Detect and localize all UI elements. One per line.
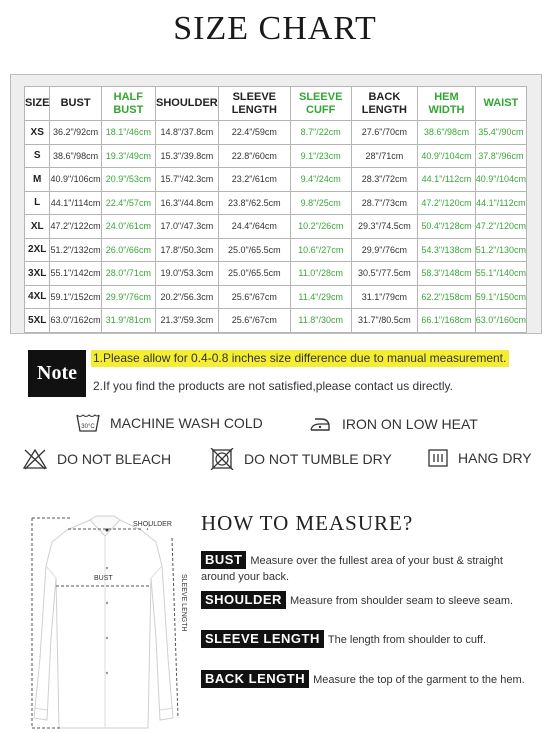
care-no-bleach [23, 448, 171, 470]
table-cell: 28.7"/73cm [351, 191, 418, 215]
table-row [25, 191, 527, 215]
table-cell: 54.3"/138cm [418, 238, 476, 262]
note-line-1: 1.Please allow for 0.4-0.8 inches size difference due to manual measurement. [91, 350, 509, 367]
size-cell: XS [25, 121, 50, 145]
table-cell: 31.1"/79cm [351, 285, 418, 309]
care-hang-dry [428, 448, 532, 468]
table-cell: 37.8"/96cm [475, 144, 526, 168]
table-cell: 63.0"/162cm [50, 309, 101, 333]
machine-wash-label: MACHINE WASH COLD [110, 415, 263, 431]
table-cell: 51.2"/132cm [50, 238, 101, 262]
table-cell: 47.2"/120cm [475, 215, 526, 239]
column-header: SHOULDER [156, 87, 219, 121]
table-cell: 29.9"/76cm [351, 238, 418, 262]
table-cell: 10.6"/27cm [290, 238, 351, 262]
table-body [25, 121, 527, 333]
size-cell: S [25, 144, 50, 168]
table-cell: 15.7"/42.3cm [156, 168, 219, 192]
column-header: SLEEVE CUFF [290, 87, 351, 121]
table-cell: 29.3"/74.5cm [351, 215, 418, 239]
table-row [25, 285, 527, 309]
table-cell: 24.4"/64cm [218, 215, 290, 239]
table-cell: 25.6"/67cm [218, 309, 290, 333]
table-cell: 25.0"/65.5cm [218, 262, 290, 286]
sleeve-text: The length from shoulder to cuff. [327, 634, 487, 646]
table-cell: 23.8"/62.5cm [218, 191, 290, 215]
hang-dry-icon [428, 448, 448, 468]
table-cell: 40.9"/106cm [50, 168, 101, 192]
table-cell: 51.2"/130cm [475, 238, 526, 262]
no-tumble-dry-icon [210, 448, 234, 470]
back-text: Measure the top of the garment to the hem. [313, 674, 525, 686]
table-cell: 26.0"/66cm [101, 238, 155, 262]
table-cell: 59.1"/150cm [475, 285, 526, 309]
column-header: HEM WIDTH [418, 87, 476, 121]
care-iron [308, 414, 478, 434]
table-cell: 25.0"/65.5cm [218, 238, 290, 262]
table-cell: 55.1"/140cm [475, 262, 526, 286]
care-machine-wash [76, 412, 263, 434]
table-cell: 20.9"/53cm [101, 168, 155, 192]
column-header: SLEEVE LENGTH [218, 87, 290, 121]
size-cell: M [25, 168, 50, 192]
table-cell: 8.7"/22cm [290, 121, 351, 145]
table-cell: 19.3"/49cm [101, 144, 155, 168]
machine-wash-icon [76, 412, 100, 434]
no-bleach-icon [23, 448, 47, 470]
table-cell: 19.0"/53.3cm [156, 262, 219, 286]
table-cell: 44.1"/112cm [475, 191, 526, 215]
table-cell: 23.2"/61cm [218, 168, 290, 192]
shoulder-label: SHOULDER [133, 521, 172, 528]
table-cell: 31.9"/81cm [101, 309, 155, 333]
table-cell: 28"/71cm [351, 144, 418, 168]
table-cell: 24.0"/61cm [101, 215, 155, 239]
hang-dry-label: HANG DRY [458, 450, 532, 466]
table-cell: 28.3"/72cm [351, 168, 418, 192]
column-header: BACK LENGTH [351, 87, 418, 121]
page-title: SIZE CHART [173, 10, 377, 47]
table-cell: 30.5"/77.5cm [351, 262, 418, 286]
table-cell: 44.1"/112cm [418, 168, 476, 192]
how-to-measure-title: HOW TO MEASURE? [201, 511, 414, 535]
table-row [25, 144, 527, 168]
sleeve-tag: SLEEVE LENGTH [201, 630, 324, 648]
wash-temp-label: 30°C [81, 424, 95, 430]
back-tag: BACK LENGTH [201, 670, 309, 688]
table-cell: 9.4"/24cm [290, 168, 351, 192]
column-header: WAIST [475, 87, 526, 121]
no-tumble-label: DO NOT TUMBLE DRY [244, 451, 392, 467]
table-cell: 10.2"/26cm [290, 215, 351, 239]
measure-sleeve [201, 630, 486, 648]
table-header-row [25, 87, 527, 121]
sleeve-length-label: SLEEVE LENGTH [180, 574, 187, 632]
table-cell: 17.8"/50.3cm [156, 238, 219, 262]
no-bleach-label: DO NOT BLEACH [57, 451, 172, 467]
table-cell: 28.0"/71cm [101, 262, 155, 286]
measure-shoulder [201, 591, 513, 609]
shirt-diagram [10, 508, 195, 733]
size-cell: XL [25, 215, 50, 239]
table-cell: 9.1"/23cm [290, 144, 351, 168]
table-cell: 11.4"/29cm [290, 285, 351, 309]
column-header: BUST [50, 87, 101, 121]
table-cell: 40.9"/104cm [475, 168, 526, 192]
table-row [25, 309, 527, 333]
size-table-panel [10, 74, 542, 334]
measure-bust [201, 551, 531, 585]
table-cell: 20.2"/56.3cm [156, 285, 219, 309]
size-table [24, 86, 527, 333]
bust-tag: BUST [201, 551, 246, 569]
table-cell: 22.4"/59cm [218, 121, 290, 145]
bust-text: Measure over the fullest area of your bust & straight around your back. [201, 555, 503, 583]
size-cell: 2XL [25, 238, 50, 262]
size-cell: 5XL [25, 309, 50, 333]
table-row [25, 262, 527, 286]
table-cell: 22.4"/57cm [101, 191, 155, 215]
table-cell: 29.9"/76cm [101, 285, 155, 309]
table-cell: 11.0"/28cm [290, 262, 351, 286]
table-cell: 14.8"/37.8cm [156, 121, 219, 145]
table-cell: 38.6"/98cm [50, 144, 101, 168]
table-cell: 66.1"/168cm [418, 309, 476, 333]
table-cell: 47.2"/122cm [50, 215, 101, 239]
shoulder-tag: SHOULDER [201, 591, 286, 609]
shoulder-text: Measure from shoulder seam to sleeve seam. [289, 595, 514, 607]
size-cell: 3XL [25, 262, 50, 286]
table-cell: 27.6"/70cm [351, 121, 418, 145]
note-label: Note [28, 350, 86, 397]
iron-icon [308, 414, 332, 434]
table-row [25, 168, 527, 192]
table-cell: 58.3"/148cm [418, 262, 476, 286]
bust-label: BUST [94, 575, 113, 582]
size-cell: 4XL [25, 285, 50, 309]
table-cell: 15.3"/39.8cm [156, 144, 219, 168]
note-line-2: 2.If you find the products are not satisfied,please contact us directly. [93, 379, 453, 393]
table-cell: 55.1"/142cm [50, 262, 101, 286]
table-cell: 21.3"/59.3cm [156, 309, 219, 333]
table-cell: 11.8"/30cm [290, 309, 351, 333]
table-row [25, 121, 527, 145]
table-cell: 44.1"/114cm [50, 191, 101, 215]
table-cell: 50.4"/128cm [418, 215, 476, 239]
table-cell: 31.7"/80.5cm [351, 309, 418, 333]
care-no-tumble [210, 448, 392, 470]
table-cell: 18.1"/46cm [101, 121, 155, 145]
table-row [25, 238, 527, 262]
column-header: HALF BUST [101, 87, 155, 121]
table-cell: 47.2"/120cm [418, 191, 476, 215]
table-cell: 63.0"/160cm [475, 309, 526, 333]
table-cell: 36.2"/92cm [50, 121, 101, 145]
size-cell: L [25, 191, 50, 215]
table-cell: 38.6"/98cm [418, 121, 476, 145]
table-cell: 17.0"/47.3cm [156, 215, 219, 239]
table-cell: 40.9"/104cm [418, 144, 476, 168]
table-cell: 16.3"/44.8cm [156, 191, 219, 215]
table-cell: 59.1"/152cm [50, 285, 101, 309]
table-cell: 62.2"/158cm [418, 285, 476, 309]
table-cell: 35.4"/90cm [475, 121, 526, 145]
table-cell: 9.8"/25cm [290, 191, 351, 215]
column-header: SIZE [25, 87, 50, 121]
table-row [25, 215, 527, 239]
measure-back [201, 670, 525, 688]
table-cell: 22.8"/60cm [218, 144, 290, 168]
iron-label: IRON ON LOW HEAT [342, 416, 478, 432]
table-cell: 25.6"/67cm [218, 285, 290, 309]
